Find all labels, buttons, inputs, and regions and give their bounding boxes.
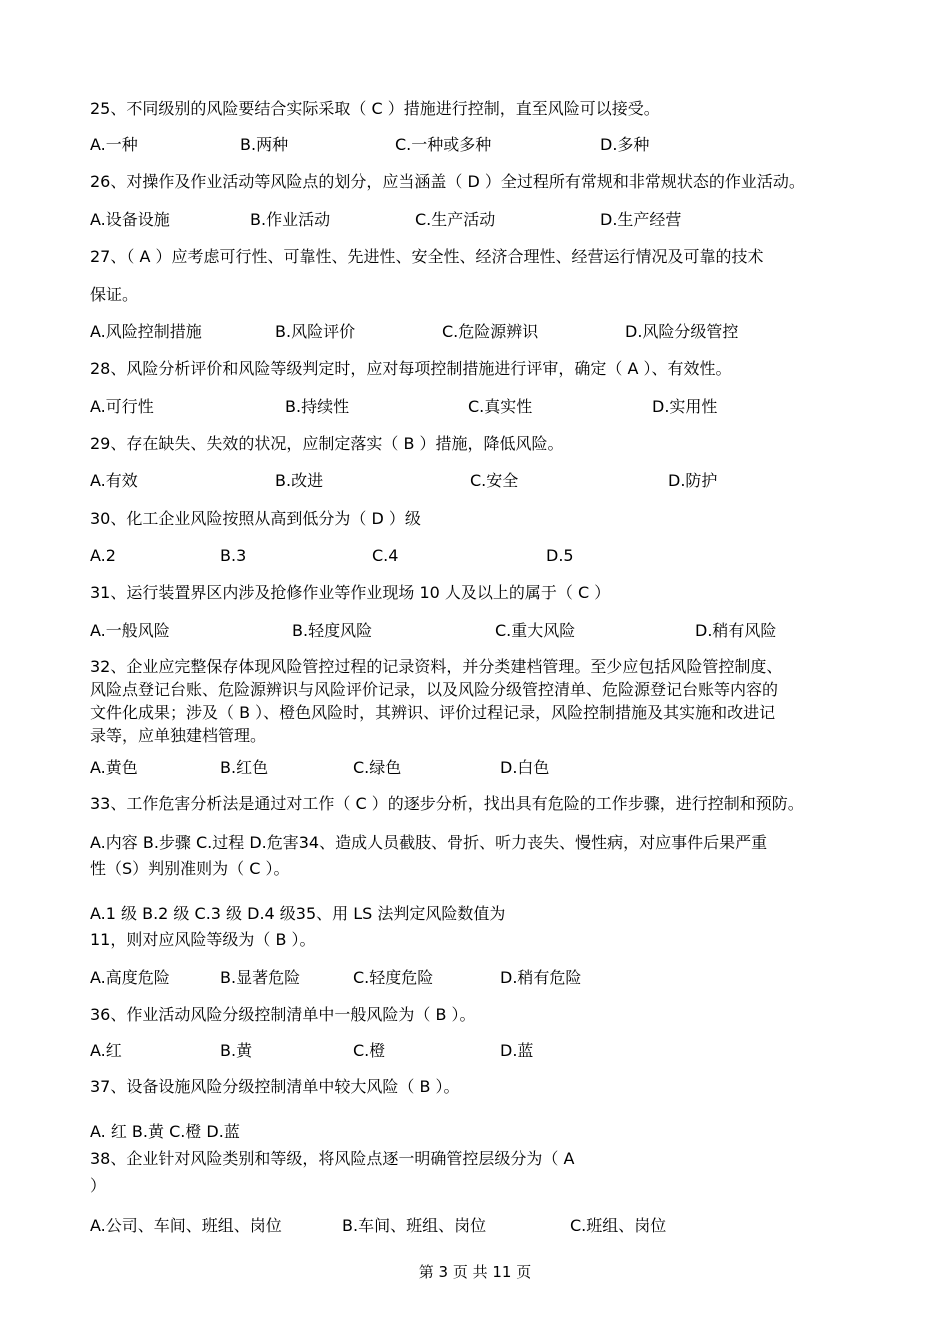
question-38-text-line-2: 38、企业针对风险类别和等级，将风险点逐一明确管控层级分为（ A [90,1149,575,1168]
option-b: B.作业活动 [250,210,331,229]
option-d: D.白色 [500,758,550,777]
option-a: A.风险控制措施 [90,322,202,341]
option-d: D.蓝 [500,1041,534,1060]
question-34-text-line-1: A.内容 B.步骤 C.过程 D.危害34、造成人员截肢、骨折、听力丧失、慢性病，对应事件后果严重 [90,833,768,852]
option-c: C.危险源辨识 [442,322,539,341]
question-32-text-line-4: 录等，应单独建档管理。 [90,726,267,745]
question-33-text: 33、工作危害分析法是通过对工作（ C ）的逐步分析，找出具有危险的工作步骤，进行控制和预防。 [90,794,804,813]
question-25-text: 25、不同级别的风险要结合实际采取（ C ）措施进行控制，直至风险可以接受。 [90,99,660,118]
question-38-text-line-1: A. 红 B.黄 C.橙 D.蓝 [90,1122,240,1141]
option-a: A.设备设施 [90,210,170,229]
option-d: D.防护 [668,471,718,490]
option-c: C.轻度危险 [353,968,434,987]
option-a: A.一种 [90,135,138,154]
question-27-text-line-1: 27、（ A ）应考虑可行性、可靠性、先进性、安全性、经济合理性、经营运行情况及可靠的技术 [90,247,764,266]
option-d: D.风险分级管控 [625,322,739,341]
option-b: B.显著危险 [220,968,301,987]
option-c: C.生产活动 [415,210,496,229]
option-a: A.可行性 [90,397,154,416]
option-a: A.公司、车间、班组、岗位 [90,1216,282,1235]
page-footer: 第 3 页 共 11 页 [418,1263,532,1281]
option-d: D.稍有危险 [500,968,582,987]
question-37-text: 37、设备设施风险分级控制清单中较大风险（ B ）。 [90,1077,460,1096]
question-32-text-line-2: 风险点登记台账、危险源辨识与风险评价记录，以及风险分级管控清单、危险源登记台账等内容的 [90,680,779,699]
option-a: A.红 [90,1041,122,1060]
question-26-text: 26、对操作及作业活动等风险点的划分，应当涵盖（ D ）全过程所有常规和非常规状态的作业活动。 [90,172,805,191]
option-b: B.红色 [220,758,269,777]
option-d: D.5 [546,546,574,565]
question-30-text: 30、化工企业风险按照从高到低分为（ D ）级 [90,509,421,528]
option-b: B.两种 [240,135,289,154]
option-b: B.3 [220,546,247,565]
option-d: D.实用性 [652,397,718,416]
question-35-text-line-2: 11，则对应风险等级为（ B ）。 [90,930,316,949]
question-29-text: 29、存在缺失、失效的状况，应制定落实（ B ）措施，降低风险。 [90,434,564,453]
question-32-text-line-1: 32、企业应完整保存体现风险管控过程的记录资料，并分类建档管理。至少应包括风险管控制度、 [90,657,783,676]
question-38-text-line-3: ） [90,1176,107,1195]
option-b: B.轻度风险 [292,621,373,640]
question-31-text: 31、运行装置界区内涉及抢修作业等作业现场 10 人及以上的属于（ C ） [90,583,611,602]
option-c: C.橙 [353,1041,386,1060]
option-b: B.改进 [275,471,324,490]
question-32-text-line-3: 文件化成果；涉及（ B ）、橙色风险时，其辨识、评价过程记录，风险控制措施及其实施和改进记 [90,703,776,722]
option-d: D.稍有风险 [695,621,777,640]
option-d: D.多种 [600,135,650,154]
option-a: A.2 [90,546,116,565]
question-34-text-line-2: 性（S）判别准则为（ C ）。 [90,859,290,878]
option-d: D.生产经营 [600,210,682,229]
option-c: C.班组、岗位 [570,1216,667,1235]
question-27-text-line-2: 保证。 [90,285,139,304]
option-a: A.一般风险 [90,621,170,640]
option-b: B.风险评价 [275,322,356,341]
option-a: A.有效 [90,471,138,490]
option-b: B.黄 [220,1041,253,1060]
option-b: B.持续性 [285,397,350,416]
option-c: C.一种或多种 [395,135,492,154]
option-c: C.安全 [470,471,519,490]
option-c: C.重大风险 [495,621,576,640]
option-c: C.真实性 [468,397,533,416]
option-c: C.绿色 [353,758,402,777]
option-a: A.黄色 [90,758,138,777]
option-b: B.车间、班组、岗位 [342,1216,487,1235]
question-35-text-line-1: A.1 级 B.2 级 C.3 级 D.4 级35、用 LS 法判定风险数值为 [90,904,506,923]
option-c: C.4 [372,546,399,565]
question-28-text: 28、风险分析评价和风险等级判定时，应对每项控制措施进行评审，确定（ A ）、有效性。 [90,359,732,378]
question-36-text: 36、作业活动风险分级控制清单中一般风险为（ B ）。 [90,1005,476,1024]
option-a: A.高度危险 [90,968,170,987]
